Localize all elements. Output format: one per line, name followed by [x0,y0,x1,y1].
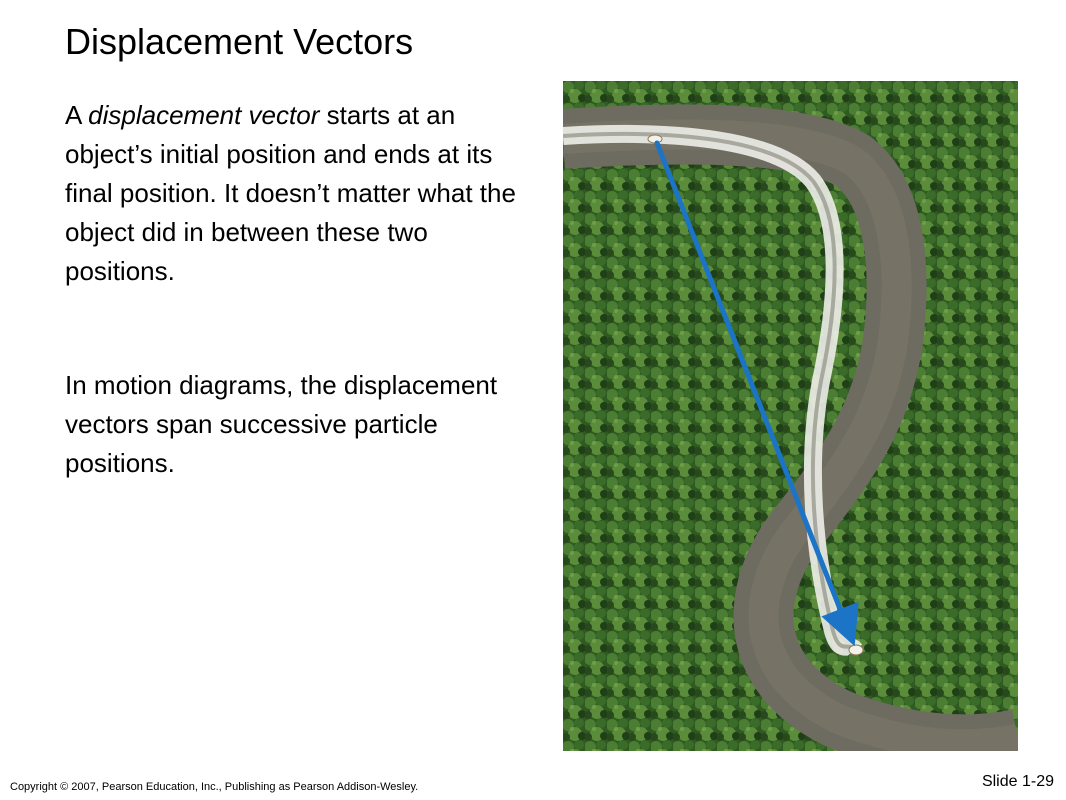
slide-number: Slide 1-29 [981,773,1054,790]
boat-final [849,645,863,655]
boat-river-photo [563,81,1018,751]
copyright-notice: Copyright © 2007, Pearson Education, Inc., Publishing as Pearson Addison-Wesley. [10,781,419,793]
definition-lead: A [65,100,89,130]
motion-diagram-paragraph: In motion diagrams, the displacement vectors span successive particle positions. [65,370,498,478]
slide-title: Displacement Vectors [65,21,414,62]
definition-paragraph [65,96,525,291]
definition-rest: starts at an object’s initial position and ends at its final position. It doesn’t matter what the object did in between these two positions. [65,100,516,286]
definition-term: displacement vector [88,100,320,130]
